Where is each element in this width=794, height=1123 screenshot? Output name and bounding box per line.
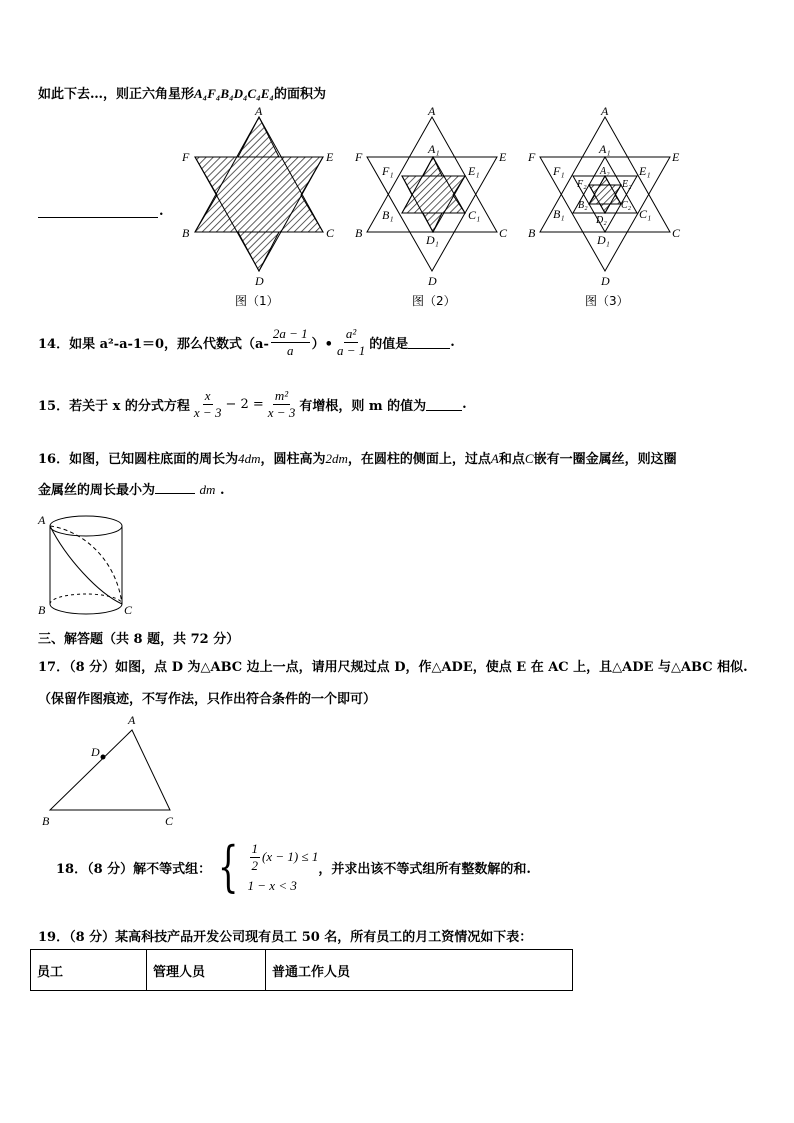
tri-label-B: B [42,814,50,828]
label-C1: C₁ [468,208,481,222]
label-A: A [255,105,263,118]
svg-text:E: E [499,150,507,164]
inner-star-shaded [402,157,465,232]
svg-text:A: A [428,105,436,118]
innermost-star-shaded [589,176,621,213]
label-F2: F₂ [577,179,587,190]
svg-text:F₁: F₁ [553,164,565,178]
answer-blank-15 [426,398,462,411]
tri-label-D: D [91,745,100,759]
cylinder-figure [36,508,136,620]
svg-text:C₁: C₁ [639,207,652,221]
tri-label-A: A [128,713,136,727]
star-name: A₄F₄B₄D₄C₄E₄ [194,86,274,101]
label-B: B [182,226,190,240]
svg-text:C: C [672,226,681,240]
label-F: F [182,150,190,164]
tri-label-C: C [165,814,174,828]
hexagram-figure-2 [352,105,512,287]
label-D2: D₂ [596,215,607,226]
caption-fig-3: 图（3） [585,294,629,308]
table-row [31,950,573,991]
cyl-label-B: B [38,603,46,617]
question-15: 15． 若关于 x 的分式方程 $\frac{x}{x - 3}$ − 2 = $\frac{\text{m²}}{x - 3}$ 有增根，则 m 的值为 . [38,388,467,420]
label-E: E [326,150,334,164]
section-3-heading: 三、解答题（共 8 题，共 72 分） [38,632,240,647]
hexagram-figure-1 [180,105,340,287]
cyl-label-A: A [38,513,46,527]
table-header-cell: 普通工作人员 [266,950,573,991]
wire-front [50,526,122,604]
fraction-15a: $\frac{x}{x - 3}$ [193,388,222,420]
svg-text:B: B [528,226,536,240]
question-16-line2: 金属丝的周长最小为 dm . [38,482,225,498]
answer-blank-14 [408,336,450,349]
answer-blank-13 [38,217,158,218]
svg-text:A₁: A₁ [599,142,611,156]
question-16-line1: 16．如图，已知圆柱底面的周长为4dm，圆柱高为2dm，在圆柱的侧面上，过点A和点C嵌有一圈金属丝，则这圈 [38,451,677,467]
hexagram-figure-3 [525,105,685,287]
svg-text:D: D [428,274,437,287]
svg-text:E₁: E₁ [639,164,651,178]
question-17-line1: 17．（8 分）如图，点 D 为△ABC 边上一点，请用尺规过点 D，作△ADE，使点 E 在 AC 上，且△ADE 与△ABC 相似. [38,660,748,675]
svg-text:F: F [528,150,536,164]
label-B2: B₂ [578,200,588,211]
svg-text:A: A [601,105,609,118]
svg-text:E: E [672,150,680,164]
inequality-system: { $\frac{1}{2}$ (x − 1) ≤ 1 1 − x < 3 [218,835,319,898]
svg-text:B₁: B₁ [553,207,565,221]
cyl-label-C: C [124,603,133,617]
label-C2: C₂ [621,200,632,211]
question-17-line2: （保留作图痕迹，不写作法，只作出符合条件的一个即可） [38,692,377,707]
question-19: 19．（8 分）某高科技产品开发公司现有员工 50 名，所有员工的月工资情况如下表： [38,930,533,945]
label-E2: E₂ [622,179,632,190]
svg-text:C: C [499,226,508,240]
label-D1: D₁ [426,233,439,247]
fraction-14b: $\frac{\text{a²}}{a - 1}$ [336,326,366,358]
label-D: D [255,274,264,287]
intro-line: 如此下去…，则正六角星形A₄F₄B₄D₄C₄E₄的面积为 [38,86,326,102]
table-header-cell: 员工 [31,950,147,991]
question-18: 18．（8 分）解不等式组： { $\frac{1}{2}$ (x − 1) ≤ 1 1 − x < 3 ，并求出该不等式组所有整数解的和. [56,835,531,898]
question-14: 14． 如果 a²-a-1＝0，那么代数式（a- $\frac{2a - 1}{a}$ ）• $\frac{\text{a²}}{a - 1}$ 的值是 . [38,326,455,358]
caption-fig-1: 图（1） [235,294,279,308]
label-C: C [326,226,335,240]
triangle-figure [36,712,186,830]
label-F1: F₁ [382,164,394,178]
fraction-14a: $\frac{2a - 1}{a}$ [272,326,308,358]
label-B1: B₁ [382,208,394,222]
label-E1: E₁ [468,164,480,178]
svg-text:D₁: D₁ [597,233,610,247]
answer-blank-16 [155,481,195,494]
label-A1: A₁ [428,142,440,156]
table-header-cell: 管理人员 [147,950,266,991]
salary-table [30,949,573,991]
label-A2: A₂ [600,166,610,177]
caption-fig-2: 图（2） [412,294,456,308]
point-D [101,755,106,760]
fraction-15b: $\frac{\text{m²}}{x - 3}$ [267,388,296,420]
wire-back [50,526,122,604]
star-shape [195,117,323,271]
svg-text:D: D [601,274,610,287]
answer-13-tail: . [159,204,164,219]
svg-text:B: B [355,226,363,240]
svg-text:F: F [355,150,363,164]
